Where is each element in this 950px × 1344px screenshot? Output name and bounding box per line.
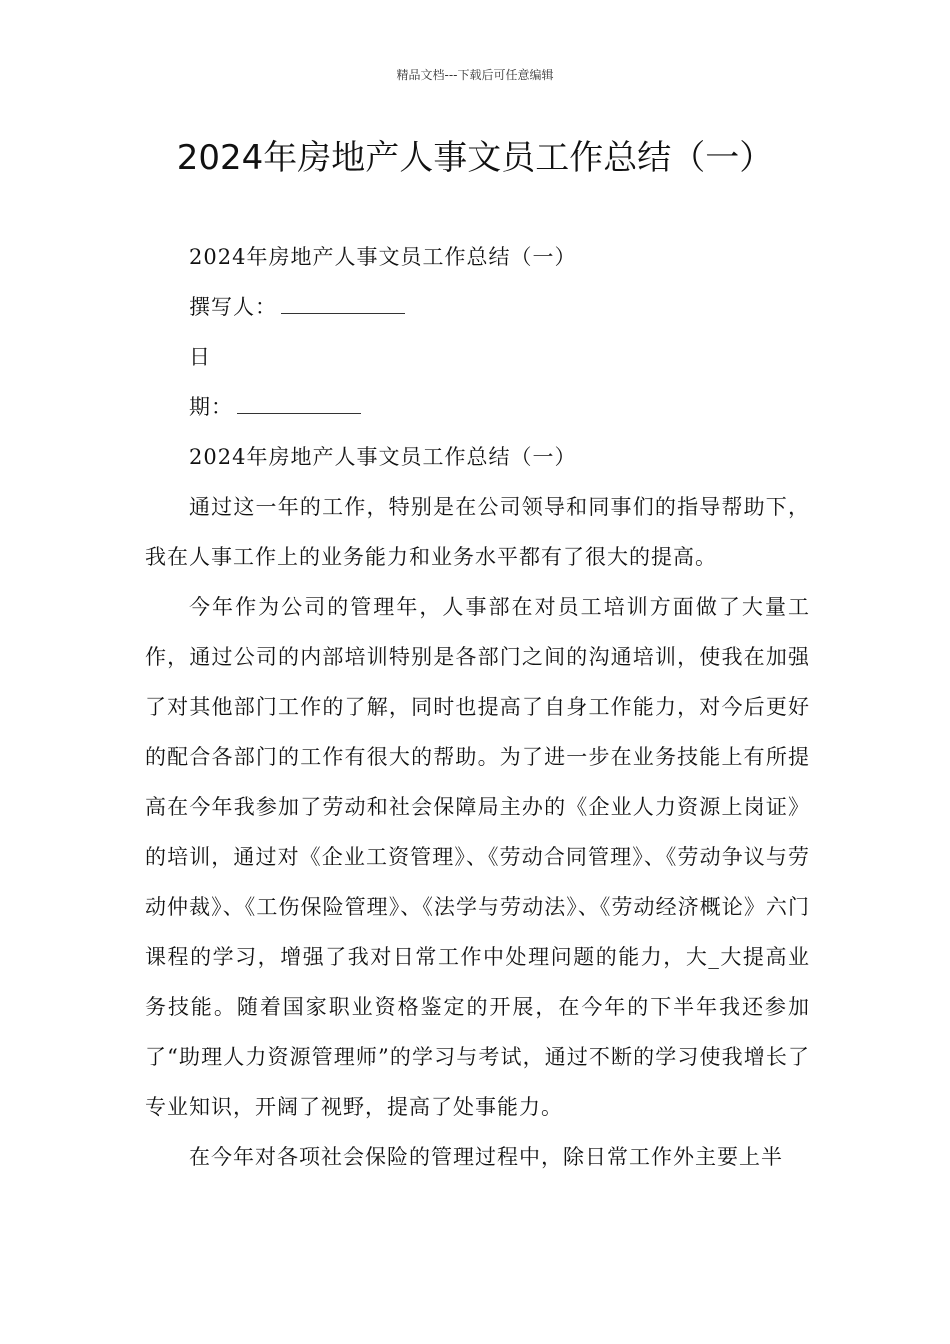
document-subtitle: 2024年房地产人事文员工作总结（一） xyxy=(189,245,577,269)
paragraph-3: 在今年对各项社会保险的管理过程中，除日常工作外主要上半 xyxy=(189,1145,783,1169)
paragraph-1: 通过这一年的工作，特别是在公司领导和同事们的指导帮助下，我在人事工作上的业务能力和业务水平都有了很大的提高。 xyxy=(145,495,810,569)
date-label-char: 日 xyxy=(189,345,211,369)
header-note: 精品文档---下载后可任意编辑 xyxy=(396,68,554,82)
section-heading: 2024年房地产人事文员工作总结（一） xyxy=(189,445,577,469)
date-blank xyxy=(237,397,361,414)
date-line xyxy=(145,382,810,432)
author-label: 撰写人： xyxy=(189,295,277,319)
author-blank xyxy=(281,297,405,314)
paragraph-2: 今年作为公司的管理年，人事部在对员工培训方面做了大量工作，通过公司的内部培训特别是各部门之间的沟通培训，使我在加强了对其他部门工作的了解，同时也提高了自身工作能力，对今后更好的配合各部门的工作有很大的帮助。为了进一步在业务技能上有所提高在今年我参加了劳动和社会保障局主办的《企业人力资源上岗证》的培训，通过对《企业工资管理》、《劳动合同管理》、《劳动争议与劳动仲裁》、《工伤保险管理》、《法学与劳动法》、《劳动经济概论》六门课程的学习，增强了我对日常工作中处理问题的能力，大_大提高业务技能。随着国家职业资格鉴定的开展，在今年的下半年我还参加了“助理人力资源管理师”的学习与考试，通过不断的学习使我增长了专业知识，开阔了视野，提高了处事能力。 xyxy=(145,595,810,1119)
document-title: 2024年房地产人事文员工作总结（一） xyxy=(176,138,774,178)
document-body xyxy=(145,232,810,1182)
date-label: 期： xyxy=(189,395,233,419)
author-line xyxy=(145,282,810,332)
